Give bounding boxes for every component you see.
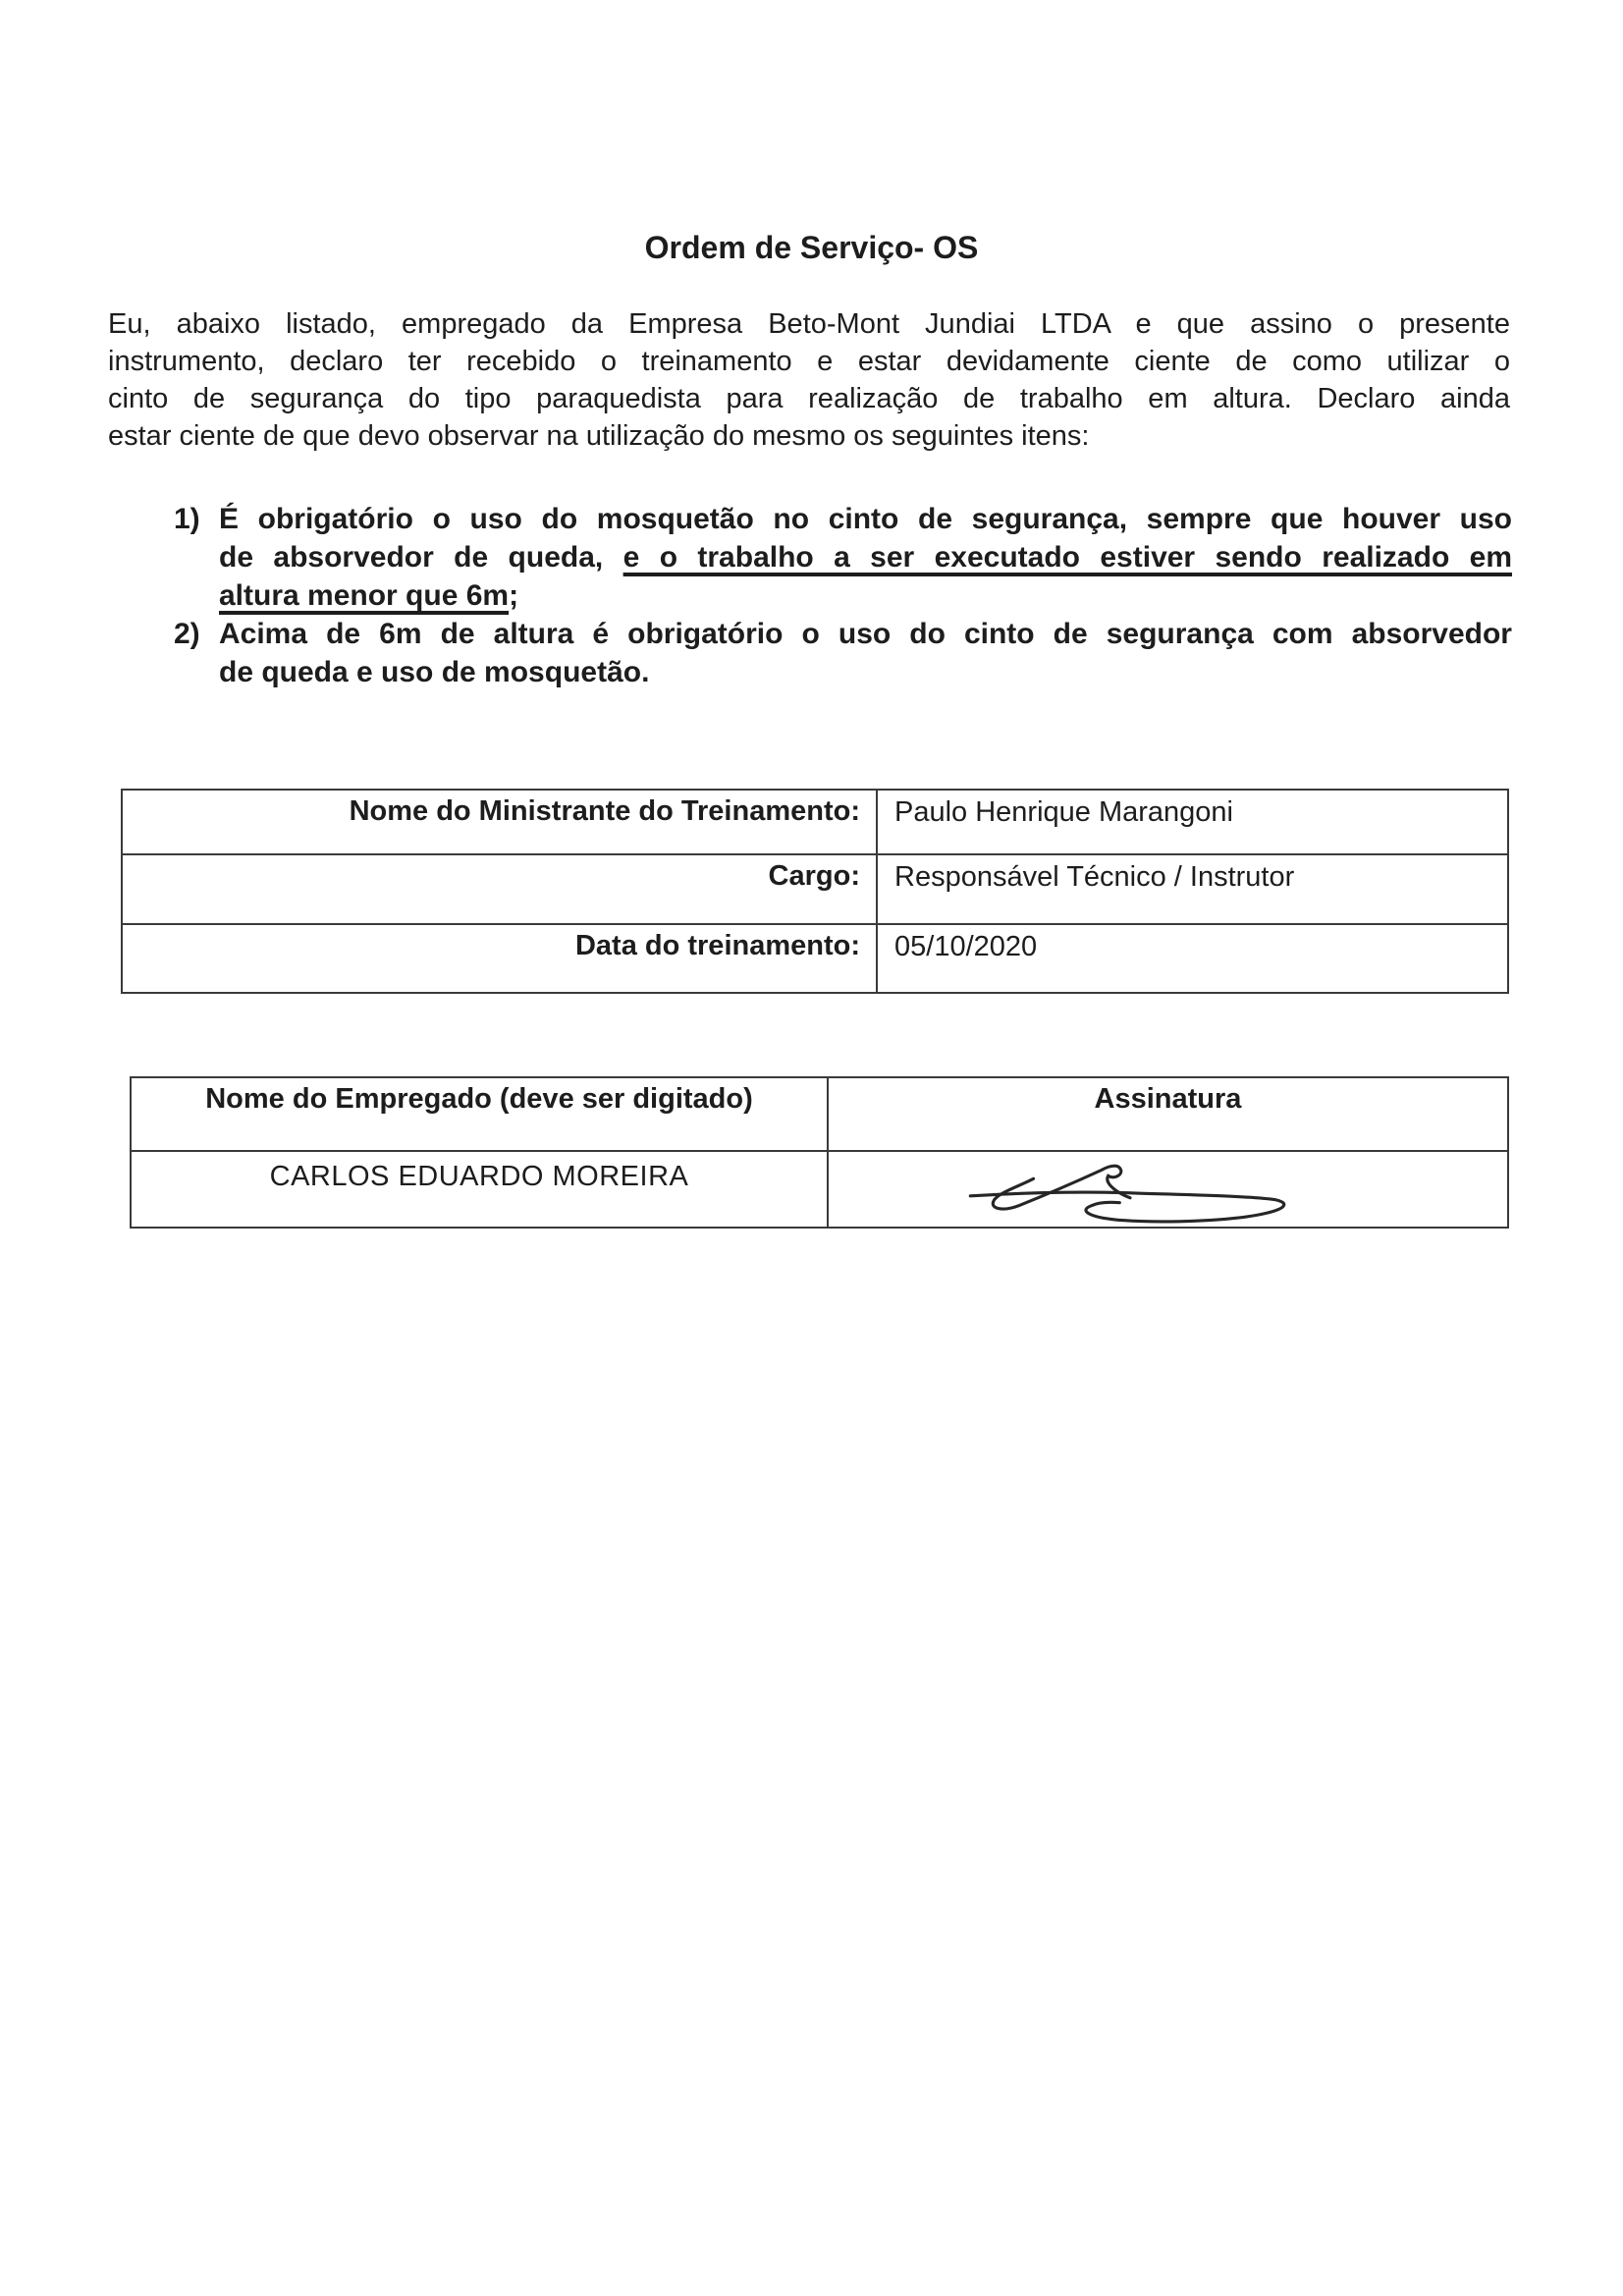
- list-line-segment: de queda e uso de mosquetão.: [219, 656, 650, 688]
- document-title: Ordem de Serviço- OS: [644, 230, 979, 265]
- trainer-name-label: Nome do Ministrante do Treinamento:: [349, 795, 860, 827]
- list-line: [219, 653, 1512, 691]
- list-item-1: [174, 500, 1512, 615]
- table-row: [123, 923, 1507, 992]
- employee-table-header-row: [132, 1078, 1507, 1150]
- employee-table: [130, 1076, 1509, 1229]
- intro-paragraph: [108, 305, 1510, 455]
- employee-name-header-cell: [132, 1078, 829, 1150]
- trainer-table: [121, 789, 1509, 994]
- list-item-text: [219, 500, 1512, 615]
- list-line-segment: de absorvedor de queda,: [219, 541, 604, 574]
- signature-header: Assinatura: [1094, 1083, 1242, 1115]
- signature-header-cell: [829, 1078, 1507, 1150]
- list-item-text: [219, 615, 1512, 691]
- trainer-name-value: Paulo Henrique Marangoni: [876, 791, 1507, 853]
- list-line-segment-underlined: e o trabalho a ser executado estiver sendo realizado em: [622, 541, 1513, 574]
- training-date-value: 05/10/2020: [876, 925, 1507, 992]
- table-row: [123, 791, 1507, 853]
- list-line-segment: Acima de 6m de altura é obrigatório o uso do cinto de segurança com absorvedor: [219, 618, 1512, 650]
- training-date-label: Data do treinamento:: [574, 930, 860, 961]
- employee-table-data-row: [132, 1150, 1507, 1227]
- list-item-number: 2): [174, 618, 200, 650]
- list-line-segment: ;: [509, 579, 519, 612]
- list-item-number: 1): [174, 503, 200, 535]
- list-line: [219, 615, 1512, 653]
- list-line: [219, 500, 1512, 538]
- employee-name-header: Nome do Empregado (deve ser digitado): [205, 1083, 753, 1115]
- signature-cell: [829, 1152, 1507, 1227]
- trainer-role-label: Cargo:: [768, 860, 860, 892]
- paragraph-line: instrumento, declaro ter recebido o treinamento e estar devidamente ciente de como utilizar o: [108, 346, 1510, 377]
- signature-image: [829, 1152, 1507, 1227]
- list-line: [219, 576, 1512, 615]
- list-line-segment-underlined: altura menor que 6m: [219, 579, 510, 612]
- employee-name-cell: [132, 1152, 829, 1227]
- table-row: [123, 853, 1507, 923]
- list-item-2: [174, 615, 1512, 691]
- list-line: [219, 538, 1512, 576]
- trainer-role-value: Responsável Técnico / Instrutor: [876, 855, 1507, 923]
- list-line-segment: É obrigatório o uso do mosquetão no cinto de segurança, sempre que houver uso: [219, 503, 1512, 535]
- numbered-list: [174, 500, 1512, 691]
- employee-name: CARLOS EDUARDO MOREIRA: [269, 1161, 689, 1192]
- paragraph-line: estar ciente de que devo observar na utilização do mesmo os seguintes itens:: [108, 420, 1090, 452]
- paragraph-line: cinto de segurança do tipo paraquedista para realização de trabalho em altura. Declaro ainda: [108, 383, 1510, 414]
- paragraph-line: Eu, abaixo listado, empregado da Empresa Beto-Mont Jundiai LTDA e que assino o presente: [108, 308, 1510, 340]
